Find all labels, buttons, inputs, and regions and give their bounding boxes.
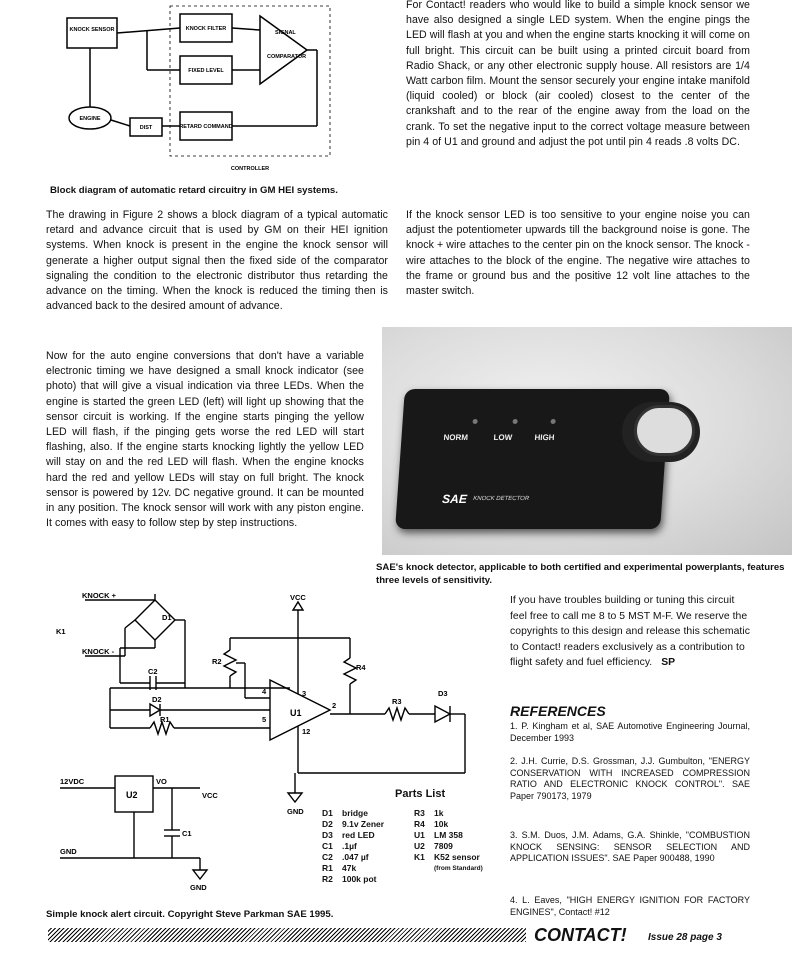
part-ref: K1 [414,852,425,862]
label-r1: R1 [160,715,170,724]
label-r2: R2 [212,657,222,666]
part-value: LM 358 [434,830,463,840]
label-gnd-3: GND [190,883,207,892]
closing-signature: SP [661,657,676,669]
block-diagram-caption: Block diagram of automatic retard circuitry in GM HEI systems. [50,185,338,196]
part-value: 100k pot [342,874,377,884]
detector-box [395,389,670,529]
parts-list-right [414,808,483,874]
label-12vdc: 12VDC [60,777,85,786]
label-u2: U2 [126,790,138,800]
part-ref: D1 [322,808,333,818]
left-paragraph-2: Now for the auto engine conversions that don't have a variable electronic timing we have designed a small knock indicator (see photo) that will give a visual indication via three LEDs. When the engine is started the green LED (left) will light up showing that the sensor circuit is working. If the engine starts pinging the yellow LED will flash, if the pinging gets worse the red LED will start flashing, also. If the engine starts knocking lightly the yellow LED will stay on and the red LED will flash. When the engine knocks hard the red and yellow LEDs will stay on full bright. The knock sensor is powered by 12v. DC negative ground. It can be mounted in any position. The knock sensor will work with any piston engine. It comes with easy to follow step by step instructions. [46,350,364,530]
left-paragraph-1: The drawing in Figure 2 shows a block diagram of a typical automatic retard and advance circuit that is used by GM on their HEI ignition systems. When knock is present in the engine the knock sensor will generate a higher output signal then the fixed side of the comparator signaling the condition to the electronic distributor thus retarding the advance on the timing. When the knock is reduced the timing then is advanced back to the desired amount of advance. [46,209,388,313]
part-row [322,830,384,841]
label-fixed-level: FIXED LEVEL [188,68,224,74]
part-value: (from Standard) [434,865,483,872]
part-row [414,863,483,874]
references-title: REFERENCES [510,703,606,719]
label-pin12: 12 [302,727,311,736]
part-value: red LED [342,830,375,840]
part-ref: C2 [322,852,333,862]
part-ref: D3 [322,830,333,840]
part-value: .047 µf [342,852,369,862]
reference-3: 3. S.M. Duos, J.M. Adams, G.A. Shinkle, "COMBUSTION KNOCK SENSING: SENSOR SELECTION AND APPLICATION ISSUES". SAE Paper 900488, 1990 [510,830,750,863]
footer-hatch-bar [48,928,526,942]
led-high [550,419,555,424]
part-value: bridge [342,808,368,818]
label-vcc: VCC [290,593,306,602]
part-row [414,841,483,852]
reference-1: 1. P. Kingham et al, SAE Automotive Engineering Journal, December 1993 [510,721,750,743]
label-norm: NORM [443,433,469,442]
closing-paragraph [510,593,750,671]
label-retard-command: RETARD COMMAND [179,124,233,130]
part-ref: U2 [414,841,425,851]
label-c1: C1 [182,829,192,838]
label-gnd-2: GND [60,847,77,856]
label-pin5: 5 [262,715,267,724]
label-vcc-2: VCC [202,791,218,800]
knock-sensor-face [634,405,695,456]
part-row [414,808,483,819]
part-ref: D2 [322,819,333,829]
label-k1: K1 [56,627,66,636]
label-vo: VO [156,777,167,786]
label-knock-filter: KNOCK FILTER [185,26,227,32]
part-row [322,819,384,830]
label-r4: R4 [356,663,366,672]
label-knock-sensor: KNOCK SENSOR [69,27,115,33]
label-gnd: GND [287,807,304,816]
part-row [322,841,384,852]
reference-2: 2. J.H. Currie, D.S. Grossman, J.J. Gumbulton, "ENERGY CONSERVATION WITH INCREASED COMPRESSION RATIO AND ELECTRONIC KNOCK CONTROL". SAE Paper 790173, 1979 [510,756,750,801]
parts-list-title: Parts List [395,788,446,800]
label-knock-minus: KNOCK - [82,647,115,656]
label-high: HIGH [534,433,555,442]
part-value: .1µf [342,841,357,851]
label-dist: DIST [139,125,153,131]
part-ref: C1 [322,841,333,851]
part-ref: U1 [414,830,425,840]
part-row [414,852,483,863]
label-low: LOW [493,433,513,442]
knock-detector-photo [382,327,792,555]
knock-sensor-block [67,18,117,48]
zener-d2 [150,704,160,716]
reference-4: 4. L. Eaves, "HIGH ENERGY IGNITION FOR FACTORY ENGINES", Contact! #12 [510,895,750,917]
photo-caption: SAE's knock detector, applicable to both certified and experimental powerplants, features three levels of sensitivity. [376,562,785,586]
label-c2: C2 [148,667,158,676]
label-comparator: COMPARATOR [267,54,307,60]
label-controller: CONTROLLER [230,166,270,172]
comparator-block [260,16,307,84]
closing-text: If you have troubles building or tuning this circuit feel free to call me 8 to 5 MST M-F. We reserve the copyrights to this design and release this schematic to Contact! readers exclusively as a contribution to flight safety and fuel efficiency. [510,595,750,669]
part-ref: R4 [414,819,425,829]
part-ref: R3 [414,808,425,818]
led-low [512,419,517,424]
part-value: K52 sensor [434,852,480,862]
brand-subtitle: KNOCK DETECTOR [472,496,530,502]
part-row [322,808,384,819]
part-value: 7809 [434,841,453,851]
part-ref: R2 [322,874,333,884]
magazine-title: CONTACT! [534,925,627,945]
part-row [322,863,384,874]
label-pin3: 3 [302,689,307,698]
label-d3: D3 [438,689,448,698]
right-paragraph-1: For Contact! readers who would like to build a simple knock sensor we have also designed a single LED system. When the engine pings the LED will flash at you and when the engine starts knocking it will come on full bright. This circuit can be built using a printed circuit board from Radio Shack, or any other electronic supply house. All resistors are 1/4 Watt carbon film. Mount the sensor securely your engine intake manifold (liquid cooled) or block (air cooled) closest to the center of the crankshaft and to the rear of the engine away from the load on the crank. To set the negative input to the correct voltage measure between pin 4 of U1 and ground and adjust the pot until pin 4 reads .8 volts DC. [406,0,750,148]
part-value: 1k [434,808,444,818]
parts-list-left [322,808,384,885]
label-engine: ENGINE [79,116,101,122]
block-diagram [55,0,395,180]
part-row [322,874,384,885]
part-value: 47k [342,863,357,873]
issue-page: Issue 28 page 3 [648,932,722,943]
part-value: 10k [434,819,449,829]
label-u1: U1 [290,708,302,718]
schematic-caption: Simple knock alert circuit. Copyright Steve Parkman SAE 1995. [46,909,334,920]
label-pin2: 2 [332,701,337,710]
part-row [414,830,483,841]
label-signal: SIGNAL [275,30,296,36]
right-paragraph-2: If the knock sensor LED is too sensitive to your engine noise you can adjust the potentiometer upwards till the background noise is gone. The knock + wire attaches to the center pin on the knock sensor. The knock - wire attaches to the block of the engine. The negative wire attaches to the frame or ground bus and the positive 12 volt line attaches to the master switch. [406,209,750,298]
part-row [414,819,483,830]
part-ref: R1 [322,863,333,873]
sae-logo: SAE [441,492,468,506]
label-knock-plus: KNOCK + [82,591,116,600]
label-d1: D1 [162,613,172,622]
label-pin4: 4 [262,687,267,696]
led-d3 [435,706,450,722]
part-value: 9.1v Zener [342,819,385,829]
label-d2: D2 [152,695,162,704]
led-norm [472,419,477,424]
label-r3: R3 [392,697,402,706]
part-row [322,852,384,863]
